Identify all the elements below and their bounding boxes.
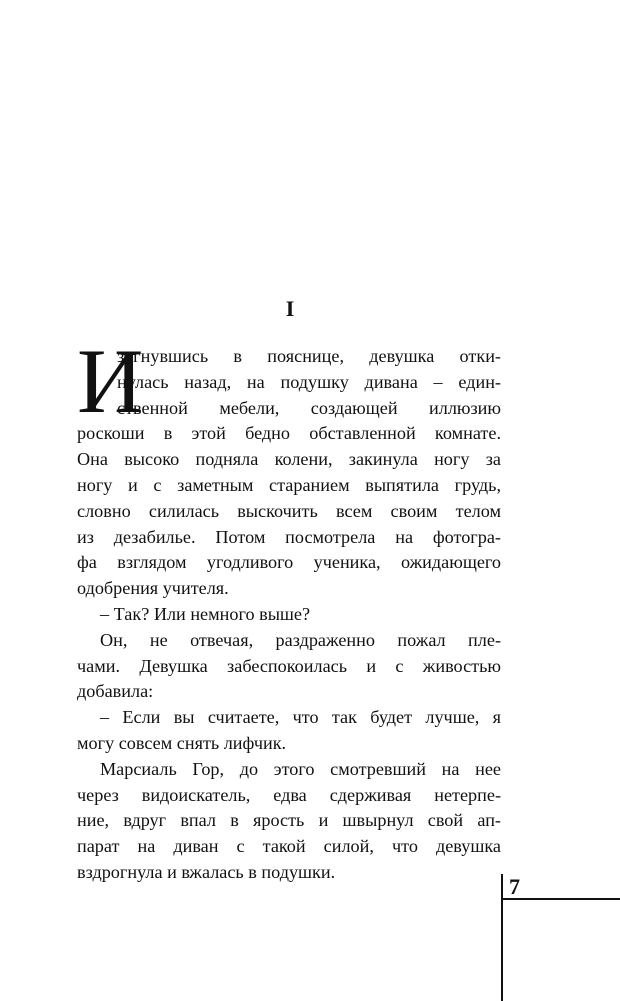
text-line: Он, не отвечая, раздраженно пожал пле- bbox=[100, 629, 501, 650]
text-line: из дезабилье. Потом посмотрела на фотогра- bbox=[77, 526, 501, 547]
text-line: – Если вы считаете, что так будет лучше, я bbox=[100, 707, 501, 728]
text-line: добавила: bbox=[77, 681, 154, 702]
text-line: одобрения учителя. bbox=[77, 578, 229, 599]
text-line: – Так? Или немного выше? bbox=[100, 603, 311, 624]
text-line: зогнувшись в пояснице, девушка отки- bbox=[117, 346, 501, 366]
text-line: ние, вдруг впал в ярость и швырнул свой ап- bbox=[77, 810, 501, 831]
text-line: роскоши в этой бедно обставленной комнате. bbox=[77, 423, 501, 444]
text-line: чами. Девушка забеспокоилась и с живостью bbox=[77, 655, 501, 676]
text-line: Она высоко подняла колени, закинула ногу за bbox=[77, 449, 501, 470]
text-line: Марсиаль Гор, до этого смотревший на нее bbox=[100, 758, 501, 779]
text-line: парат на диван с такой силой, что девушка bbox=[77, 836, 501, 857]
page-number-horizontal-rule bbox=[503, 898, 620, 900]
page-number: 7 bbox=[509, 874, 520, 899]
text-line: могу совсем снять лифчик. bbox=[77, 732, 287, 753]
body-text bbox=[77, 344, 501, 886]
text-line: через видоискатель, едва сдерживая нетерпе- bbox=[77, 784, 501, 805]
text-line: вздрогнула и вжалась в подушки. bbox=[77, 861, 336, 882]
chapter-number: I bbox=[285, 296, 295, 321]
text-line: ственной мебели, создающей иллюзию bbox=[117, 397, 501, 418]
drop-cap: И bbox=[77, 330, 144, 432]
page-number-vertical-rule bbox=[501, 874, 503, 1001]
text-line: нулась назад, на подушку дивана – един- bbox=[117, 371, 501, 392]
text-line: фа взглядом угодливого ученика, ожидающего bbox=[77, 552, 501, 573]
text-line: ногу и с заметным старанием выпятила грудь, bbox=[77, 474, 501, 495]
text-line: словно силилась выскочить всем своим телом bbox=[77, 500, 501, 521]
